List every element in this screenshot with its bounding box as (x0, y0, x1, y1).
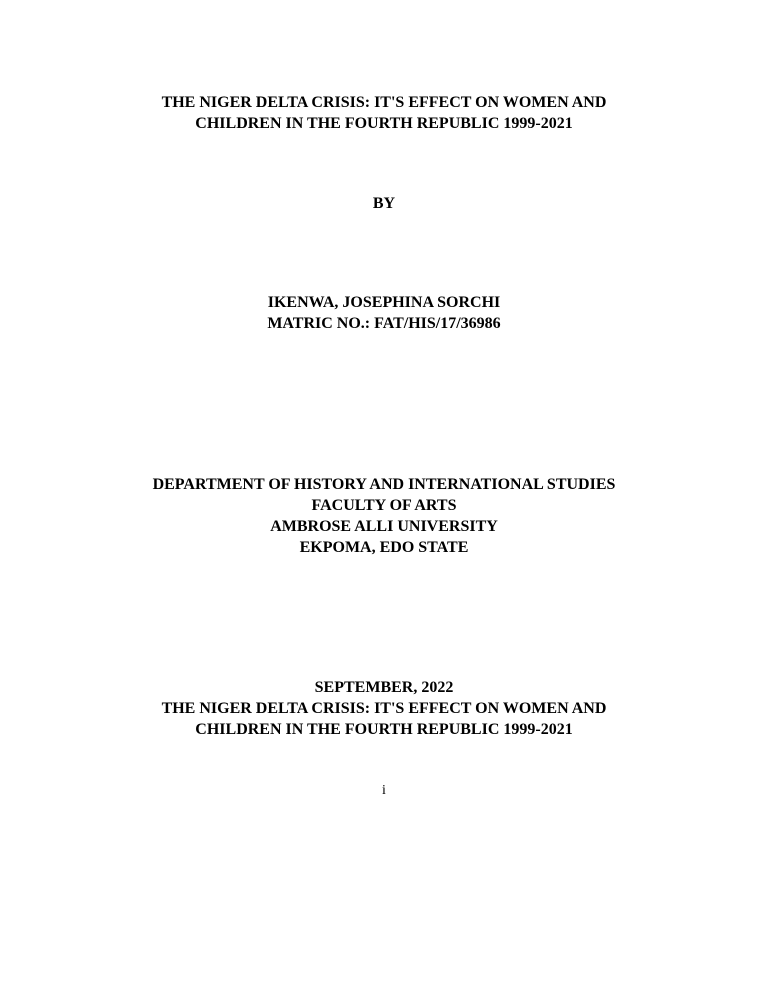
repeated-title-line-2: CHILDREN IN THE FOURTH REPUBLIC 1999-2021 (195, 721, 573, 738)
university-name: AMBROSE ALLI UNIVERSITY (270, 518, 498, 535)
project-title (0, 92, 768, 134)
institution-block (0, 474, 768, 558)
department-name: DEPARTMENT OF HISTORY AND INTERNATIONAL STUDIES (152, 476, 616, 493)
submission-date: SEPTEMBER, 2022 (314, 679, 454, 696)
faculty-name: FACULTY OF ARTS (311, 497, 457, 514)
by-label (0, 193, 768, 214)
author-name: IKENWA, JOSEPHINA SORCHI (267, 294, 501, 311)
author-block (0, 292, 768, 334)
by-text: BY (372, 195, 396, 212)
university-location: EKPOMA, EDO STATE (299, 539, 469, 556)
date-and-title-block (0, 677, 768, 740)
page-number: i (382, 783, 386, 798)
matric-number: MATRIC NO.: FAT/HIS/17/36986 (267, 315, 501, 332)
project-title-line-2: CHILDREN IN THE FOURTH REPUBLIC 1999-2021 (195, 115, 573, 132)
project-title-line-1: THE NIGER DELTA CRISIS: IT'S EFFECT ON WOMEN AND (161, 94, 607, 111)
repeated-title-line-1: THE NIGER DELTA CRISIS: IT'S EFFECT ON WOMEN AND (161, 700, 607, 717)
